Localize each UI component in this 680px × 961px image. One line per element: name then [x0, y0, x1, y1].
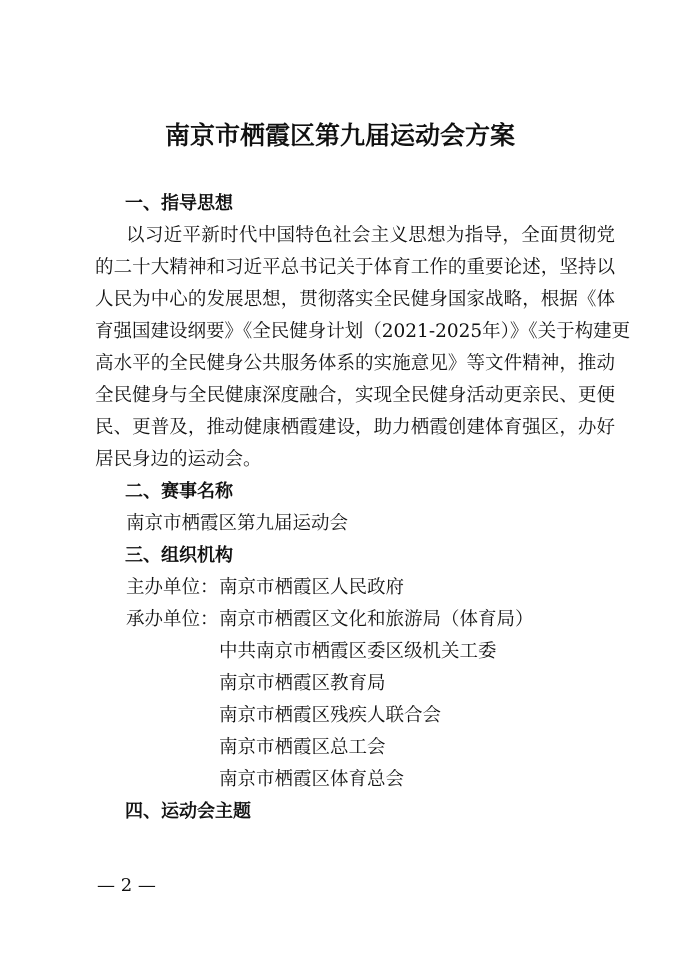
- organizer-item: 南京市栖霞区残疾人联合会: [219, 705, 442, 726]
- host-value: 南京市栖霞区人民政府: [219, 577, 405, 598]
- paragraph-line: 全民健身与全民健康深度融合，实现全民健身活动更亲民、更便: [95, 385, 615, 406]
- organizer-item: 南京市栖霞区体育总会: [219, 769, 405, 790]
- section-heading-organization: 三、组织机构: [125, 545, 233, 566]
- organizer-item: 中共南京市栖霞区委区级机关工委: [219, 641, 497, 662]
- page-number: — 2 —: [97, 875, 156, 896]
- section-heading-guiding-ideology: 一、指导思想: [125, 193, 233, 214]
- section-heading-theme: 四、运动会主题: [125, 801, 251, 822]
- paragraph-line: 居民身边的运动会。: [95, 449, 262, 470]
- host-label: 主办单位：: [126, 577, 219, 598]
- paragraph-line: 民、更普及，推动健康栖霞建设，助力栖霞创建体育强区，办好: [95, 417, 615, 438]
- document-title: 南京市栖霞区第九届运动会方案: [164, 121, 515, 150]
- paragraph-line: 育强国建设纲要》《全民健身计划（2021-2025年）》《关于构建更: [95, 321, 631, 342]
- paragraph-line: 高水平的全民健身公共服务体系的实施意见》等文件精神，推动: [95, 353, 615, 374]
- paragraph-line: 以习近平新时代中国特色社会主义思想为指导，全面贯彻党: [126, 225, 615, 246]
- paragraph-line: 的二十大精神和习近平总书记关于体育工作的重要论述，坚持以: [95, 257, 615, 278]
- organizer-item: 南京市栖霞区文化和旅游局（体育局）: [219, 609, 534, 630]
- organizer-item: 南京市栖霞区总工会: [219, 737, 386, 758]
- section-heading-event-name: 二、赛事名称: [125, 481, 233, 502]
- organizer-item: 南京市栖霞区教育局: [219, 673, 386, 694]
- organizer-label: 承办单位：: [126, 609, 219, 630]
- event-name-text: 南京市栖霞区第九届运动会: [126, 513, 349, 534]
- paragraph-line: 人民为中心的发展思想，贯彻落实全民健身国家战略，根据《体: [95, 289, 615, 310]
